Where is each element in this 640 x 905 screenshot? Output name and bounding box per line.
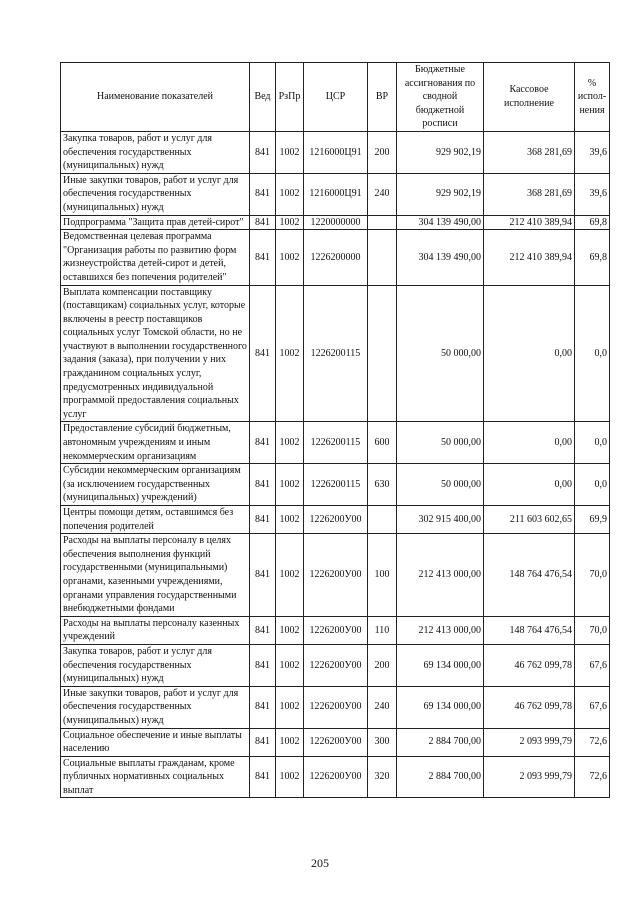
cell-vr: 240: [368, 686, 397, 728]
cell-csr: 1226200У00: [304, 756, 368, 798]
cell-vr: 320: [368, 756, 397, 798]
cell-allocations: 50 000,00: [397, 285, 484, 422]
table-row: [61, 173, 610, 215]
cell-rzpr: 1002: [276, 506, 304, 534]
cell-cash: 2 093 999,79: [484, 756, 575, 798]
cell-allocations: 69 134 000,00: [397, 644, 484, 686]
cell-rzpr: 1002: [276, 285, 304, 422]
cell-vr: 300: [368, 728, 397, 756]
cell-allocations: 302 915 400,00: [397, 506, 484, 534]
cell-name: Расходы на выплаты персоналу в целях обеспечения выполнения функций государственными (муниципальными) органами, казенными учреждениями, органами управления государственными внебюджетными фондами: [61, 534, 250, 617]
cell-percent: 70,0: [575, 616, 610, 644]
cell-vr: 200: [368, 644, 397, 686]
cell-name: Социальные выплаты гражданам, кроме публичных нормативных социальных выплат: [61, 756, 250, 798]
cell-percent: 0,0: [575, 464, 610, 506]
table-row: [61, 131, 610, 173]
cell-vr: [368, 215, 397, 230]
cell-csr: 1226200У00: [304, 616, 368, 644]
cell-allocations: 2 884 700,00: [397, 756, 484, 798]
budget-table: [60, 62, 610, 798]
cell-allocations: 50 000,00: [397, 422, 484, 464]
table-body: [61, 131, 610, 798]
cell-cash: 0,00: [484, 285, 575, 422]
cell-vr: [368, 230, 397, 285]
cell-ved: 841: [250, 534, 276, 617]
cell-cash: 46 762 099,78: [484, 644, 575, 686]
cell-name: Выплата компенсации поставщику (поставщикам) социальных услуг, которые включены в реестр поставщиков социальных услуг Томской области, но не участвуют в выполнении государственного задания (заказа), при получении у них гражданином социальных услуг, предусмотренных индивидуальной программой предоставления социальных услуг: [61, 285, 250, 422]
table-row: [61, 616, 610, 644]
cell-vr: 200: [368, 131, 397, 173]
cell-name: Иные закупки товаров, работ и услуг для обеспечения государственных (муниципальных) нужд: [61, 173, 250, 215]
cell-allocations: 929 902,19: [397, 173, 484, 215]
cell-csr: 1226200У00: [304, 644, 368, 686]
cell-vr: 100: [368, 534, 397, 617]
cell-percent: 69,8: [575, 230, 610, 285]
cell-allocations: 69 134 000,00: [397, 686, 484, 728]
cell-percent: 0,0: [575, 422, 610, 464]
cell-allocations: 304 139 490,00: [397, 215, 484, 230]
cell-csr: 1226200У00: [304, 506, 368, 534]
cell-vr: 600: [368, 422, 397, 464]
cell-percent: 72,6: [575, 756, 610, 798]
cell-percent: 0,0: [575, 285, 610, 422]
cell-name: Закупка товаров, работ и услуг для обеспечения государственных (муниципальных) нужд: [61, 644, 250, 686]
cell-percent: 67,6: [575, 686, 610, 728]
table-row: [61, 215, 610, 230]
cell-allocations: 929 902,19: [397, 131, 484, 173]
cell-allocations: 212 413 000,00: [397, 534, 484, 617]
table-row: [61, 534, 610, 617]
cell-ved: 841: [250, 756, 276, 798]
cell-cash: 368 281,69: [484, 131, 575, 173]
table-row: [61, 728, 610, 756]
cell-vr: 240: [368, 173, 397, 215]
cell-cash: 2 093 999,79: [484, 728, 575, 756]
cell-name: Центры помощи детям, оставшимся без попечения родителей: [61, 506, 250, 534]
cell-rzpr: 1002: [276, 464, 304, 506]
cell-name: Субсидии некоммерческим организациям (за исключением государственных (муниципальных) учреждений): [61, 464, 250, 506]
cell-vr: [368, 285, 397, 422]
header-ved: Вед: [250, 63, 276, 132]
cell-allocations: 50 000,00: [397, 464, 484, 506]
cell-ved: 841: [250, 215, 276, 230]
cell-ved: 841: [250, 728, 276, 756]
cell-cash: 148 764 476,54: [484, 534, 575, 617]
cell-cash: 368 281,69: [484, 173, 575, 215]
cell-vr: [368, 506, 397, 534]
table-row: [61, 464, 610, 506]
cell-csr: 1226200У00: [304, 534, 368, 617]
cell-rzpr: 1002: [276, 616, 304, 644]
cell-name: Закупка товаров, работ и услуг для обеспечения государственных (муниципальных) нужд: [61, 131, 250, 173]
cell-rzpr: 1002: [276, 728, 304, 756]
cell-rzpr: 1002: [276, 756, 304, 798]
table-row: [61, 230, 610, 285]
cell-percent: 39,6: [575, 131, 610, 173]
cell-vr: 630: [368, 464, 397, 506]
cell-ved: 841: [250, 644, 276, 686]
cell-csr: 1220000000: [304, 215, 368, 230]
cell-csr: 1226200115: [304, 464, 368, 506]
cell-ved: 841: [250, 686, 276, 728]
cell-percent: 70,0: [575, 534, 610, 617]
cell-cash: 212 410 389,94: [484, 215, 575, 230]
cell-cash: 0,00: [484, 464, 575, 506]
cell-name: Социальное обеспечение и иные выплаты населению: [61, 728, 250, 756]
header-allocations: Бюджетные ассигнования по сводной бюджетной росписи: [397, 63, 484, 132]
cell-csr: 1226200У00: [304, 728, 368, 756]
cell-ved: 841: [250, 230, 276, 285]
cell-csr: 1216000Ц91: [304, 131, 368, 173]
cell-name: Расходы на выплаты персоналу казенных учреждений: [61, 616, 250, 644]
cell-rzpr: 1002: [276, 230, 304, 285]
cell-name: Подпрограмма "Защита прав детей-сирот": [61, 215, 250, 230]
cell-ved: 841: [250, 506, 276, 534]
cell-ved: 841: [250, 285, 276, 422]
cell-percent: 72,6: [575, 728, 610, 756]
table-row: [61, 644, 610, 686]
cell-csr: 1216000Ц91: [304, 173, 368, 215]
cell-allocations: 304 139 490,00: [397, 230, 484, 285]
table-row: [61, 756, 610, 798]
cell-percent: 69,9: [575, 506, 610, 534]
header-cash: Кассовое исполнение: [484, 63, 575, 132]
cell-vr: 110: [368, 616, 397, 644]
cell-name: Ведомственная целевая программа "Организация работы по развитию форм жизнеустройства детей-сирот и детей, оставшихся без попечения родителей": [61, 230, 250, 285]
cell-rzpr: 1002: [276, 534, 304, 617]
cell-ved: 841: [250, 464, 276, 506]
cell-csr: 1226200У00: [304, 686, 368, 728]
cell-ved: 841: [250, 616, 276, 644]
cell-cash: 148 764 476,54: [484, 616, 575, 644]
cell-allocations: 2 884 700,00: [397, 728, 484, 756]
cell-name: Иные закупки товаров, работ и услуг для обеспечения государственных (муниципальных) нужд: [61, 686, 250, 728]
cell-rzpr: 1002: [276, 215, 304, 230]
cell-ved: 841: [250, 422, 276, 464]
table-row: [61, 422, 610, 464]
cell-allocations: 212 413 000,00: [397, 616, 484, 644]
cell-rzpr: 1002: [276, 644, 304, 686]
cell-cash: 0,00: [484, 422, 575, 464]
table-row: [61, 506, 610, 534]
header-name: Наименование показателей: [61, 63, 250, 132]
cell-ved: 841: [250, 131, 276, 173]
cell-rzpr: 1002: [276, 422, 304, 464]
cell-rzpr: 1002: [276, 131, 304, 173]
cell-cash: 211 603 602,65: [484, 506, 575, 534]
cell-rzpr: 1002: [276, 173, 304, 215]
cell-cash: 212 410 389,94: [484, 230, 575, 285]
header-csr: ЦСР: [304, 63, 368, 132]
cell-cash: 46 762 099,78: [484, 686, 575, 728]
page-number: 205: [311, 856, 329, 870]
cell-csr: 1226200115: [304, 422, 368, 464]
table-row: [61, 285, 610, 422]
cell-percent: 39,6: [575, 173, 610, 215]
cell-csr: 1226200115: [304, 285, 368, 422]
header-rzpr: РзПр: [276, 63, 304, 132]
cell-rzpr: 1002: [276, 686, 304, 728]
cell-name: Предоставление субсидий бюджетным, автономным учреждениям и иным некоммерческим организациям: [61, 422, 250, 464]
table-row: [61, 686, 610, 728]
cell-ved: 841: [250, 173, 276, 215]
header-percent: % испол-нения: [575, 63, 610, 132]
table-header-row: [61, 63, 610, 132]
header-vr: ВР: [368, 63, 397, 132]
cell-percent: 67,6: [575, 644, 610, 686]
cell-csr: 1226200000: [304, 230, 368, 285]
cell-percent: 69,8: [575, 215, 610, 230]
